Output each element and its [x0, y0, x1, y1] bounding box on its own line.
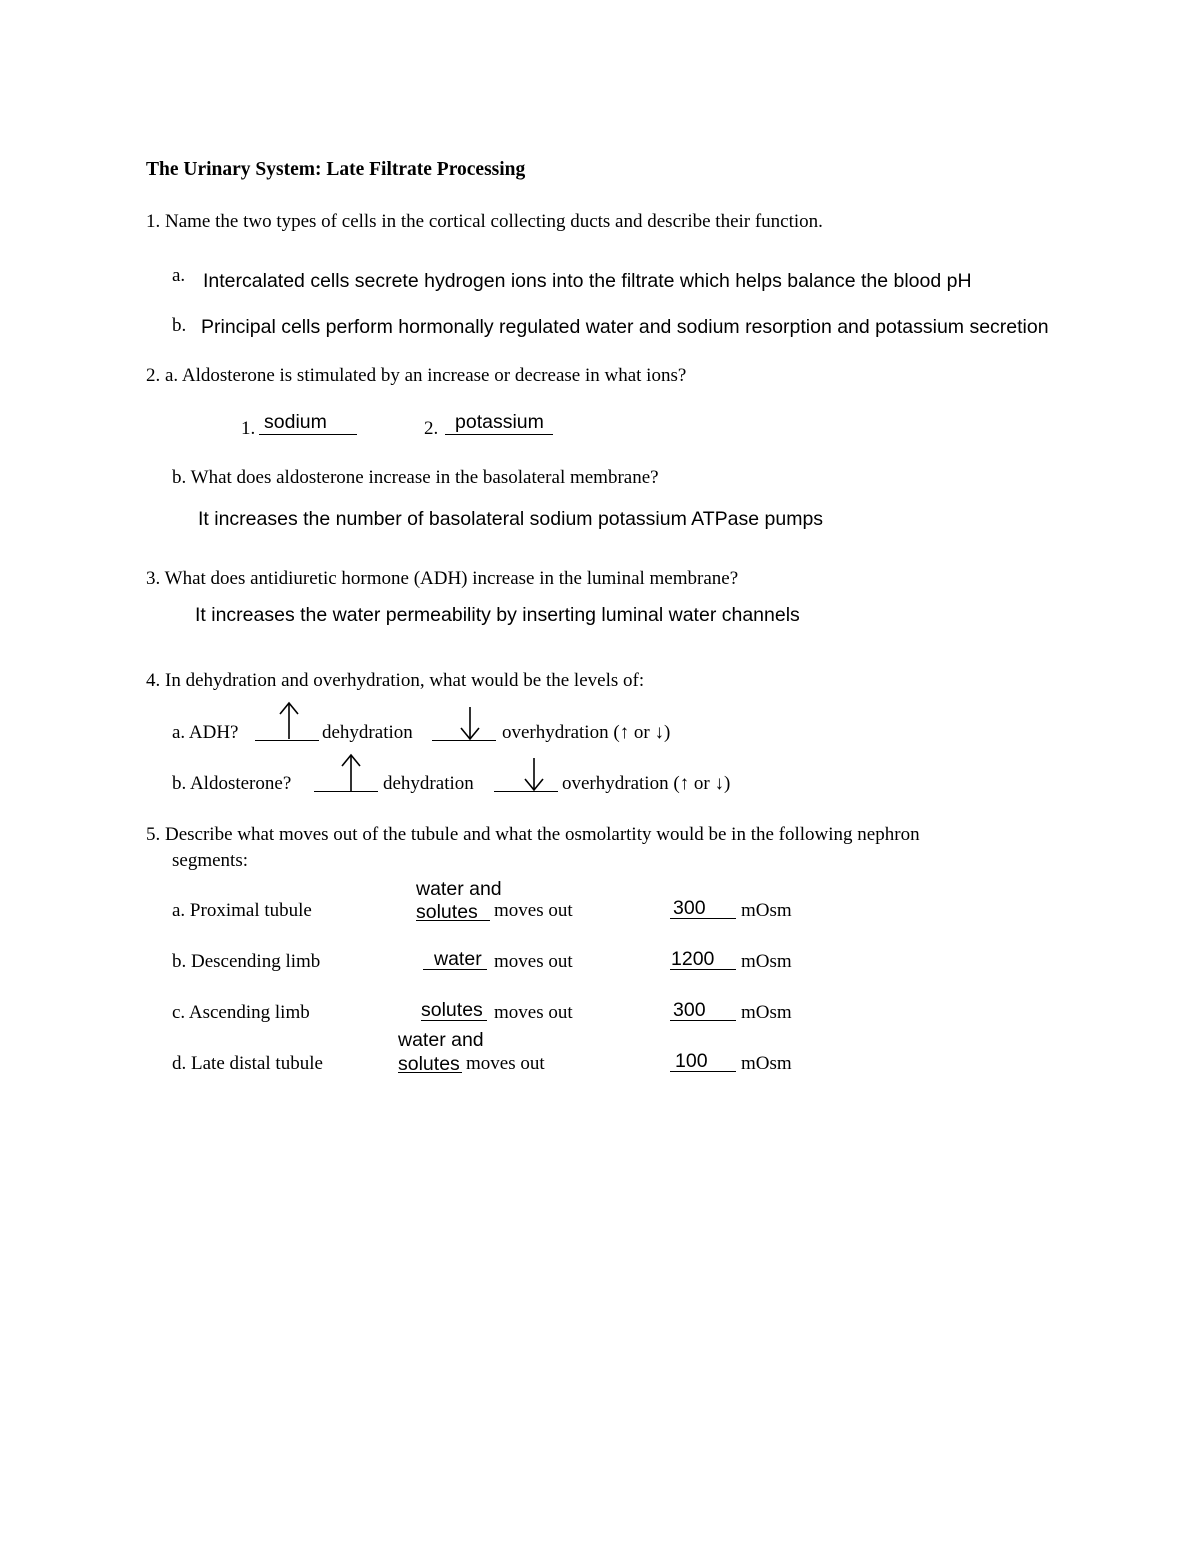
q5-row-moves-answer: water [434, 948, 482, 970]
q4-b-label: b. Aldosterone? [172, 773, 292, 794]
q2-b-answer: It increases the number of basolateral sodium potassium ATPase pumps [198, 508, 824, 530]
q4-a-choice-hint: (↑ or ↓) [613, 722, 671, 743]
q4-b-choice-hint: (↑ or ↓) [673, 773, 731, 794]
q1-a-label: a. [172, 265, 186, 286]
q2-ion1-label: 1. [241, 418, 256, 439]
q5-row-segment: b. Descending limb [172, 951, 321, 972]
q4-a-overhydration-text: overhydration [502, 722, 609, 743]
q1-number: 1. [146, 211, 161, 232]
q2-ion2-answer: potassium [455, 411, 544, 433]
q2-ion2-label: 2. [424, 418, 439, 439]
q1-a-answer: Intercalated cells secrete hydrogen ions into the filtrate which helps balance the blood pH [203, 270, 972, 292]
q5-row-moves-answer: solutes [398, 1053, 460, 1075]
q2-a-question [146, 366, 686, 385]
q5-row-osm: 300 [673, 897, 706, 919]
q4-b-overhydration-text: overhydration [562, 773, 669, 794]
q5-row-segment: a. Proximal tubule [172, 900, 312, 921]
q5-row-moves-out: moves out [494, 951, 573, 972]
q4-a-dehydration-text: dehydration [322, 722, 413, 743]
q1-b-label: b. [172, 315, 187, 336]
q2-ion1-blank [259, 413, 357, 435]
q3-question: 3. What does antidiuretic hormone (ADH) increase in the luminal membrane? [146, 568, 739, 589]
q5-row-moves-blank [416, 903, 490, 921]
q1-question-text: Name the two types of cells in the cortical collecting ducts and describe their function. [165, 211, 823, 232]
q5-row-osm-blank [670, 1001, 736, 1021]
q5-row-moves-line1: water and [398, 1029, 484, 1051]
q5-row-unit: mOsm [741, 1002, 792, 1023]
q5-row-osm: 100 [675, 1050, 708, 1072]
q2-number: 2. [146, 365, 161, 386]
q5-row-moves-answer: solutes [416, 901, 478, 923]
q4-b-dehydration-text: dehydration [383, 773, 474, 794]
q3-answer: It increases the water permeability by inserting luminal water channels [195, 604, 800, 626]
q5-row-moves-blank [423, 950, 487, 970]
q5-question-line2: segments: [172, 850, 248, 871]
q4-a-overhydration [502, 723, 670, 742]
q5-row-osm: 300 [673, 999, 706, 1021]
q5-row-segment: c. Ascending limb [172, 1002, 310, 1023]
up-arrow-icon [277, 700, 301, 740]
q5-row-osm: 1200 [671, 948, 715, 970]
q5-row-moves-blank [421, 1001, 487, 1021]
page-title: The Urinary System: Late Filtrate Processing [146, 159, 526, 180]
q2-b-question: b. What does aldosterone increase in the basolateral membrane? [172, 467, 659, 488]
q5-row-unit: mOsm [741, 1053, 792, 1074]
q5-row-moves-out: moves out [494, 1002, 573, 1023]
q5-row-moves-line1: water and [416, 878, 502, 900]
up-arrow-icon [339, 752, 363, 792]
q1-b-answer: Principal cells perform hormonally regulated water and sodium resorption and potassium secretion [201, 316, 1049, 338]
q5-row-unit: mOsm [741, 951, 792, 972]
q5-row-moves-out: moves out [494, 900, 573, 921]
q5-row-moves-answer: solutes [421, 999, 483, 1021]
q4-question: 4. In dehydration and overhydration, what would be the levels of: [146, 670, 645, 691]
q5-row-osm-blank [670, 1052, 736, 1072]
q2-ion1-answer: sodium [264, 411, 327, 433]
q4-b-overhydration [562, 774, 730, 793]
down-arrow-icon [522, 757, 546, 793]
down-arrow-icon [458, 706, 482, 742]
q5-row-osm-blank [670, 899, 736, 919]
q2-a-question-text: a. Aldosterone is stimulated by an increase or decrease in what ions? [165, 365, 687, 386]
q2-ion2-blank [445, 413, 553, 435]
q4-a-label: a. ADH? [172, 722, 239, 743]
q5-row-osm-blank [670, 950, 736, 970]
q5-row-unit: mOsm [741, 900, 792, 921]
q5-row-moves-out: moves out [466, 1053, 545, 1074]
q5-row-moves-blank [398, 1055, 462, 1073]
q5-row-segment: d. Late distal tubule [172, 1053, 323, 1074]
q5-question-line1: 5. Describe what moves out of the tubule and what the osmolartity would be in the following nephron [146, 824, 920, 845]
q1-question [146, 212, 823, 231]
